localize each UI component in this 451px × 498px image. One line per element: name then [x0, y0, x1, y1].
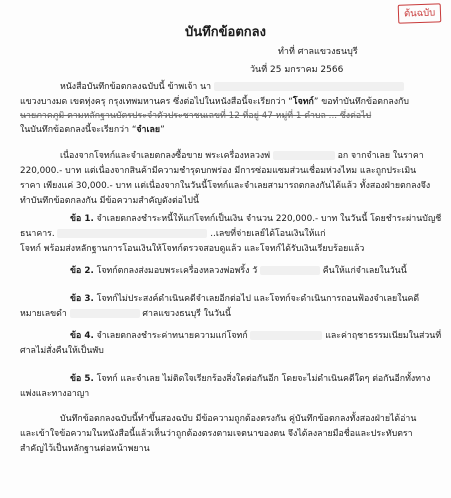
intro-line-4 — [20, 124, 165, 136]
date-line: วันที่ 25 มกราคม 2566 — [250, 65, 344, 75]
clause-text: หมายเลขดำ — [20, 309, 67, 319]
intro-line-1 — [60, 81, 404, 93]
clause-4-line-2: ศาลไม่สั่งคืนให้เป็นพับ — [20, 346, 104, 356]
intro-text: หนังสือบันทึกข้อตกลงฉบับนี้ ข้าพเจ้า นา — [60, 82, 212, 92]
clause-1-line-1 — [70, 213, 441, 225]
clause-text: ..เลขที่จ่ายเลย์ได้โอนเงินให้แก่ — [210, 229, 326, 239]
plaintiff-term: โจทก์ — [292, 97, 314, 107]
preamble-line-2: 220,000.- บาท แต่เนื่องจากสินค้ามีความชำรุดบกพร่อง มีการซ่อมแซมส่วนเชื่อมห่วงไหม และถูกประเมิน — [20, 166, 417, 176]
redacted-bank-account — [57, 229, 207, 238]
intro-text: ” — [160, 125, 165, 135]
clause-5-line-1 — [70, 373, 430, 385]
preamble-line-1 — [60, 150, 424, 162]
clause-1-line-2 — [20, 228, 325, 240]
preamble-text: อก จากจำเลย ในราคา — [337, 151, 424, 161]
intro-line-3: นายภาคภูมิ ตามหลักฐานบัตรประจำตัวประชาชนเลขที่ 12 ที่อยู่ 47 หมู่ที่ 1 ตำบล ... ซึ่งต่อไป — [20, 111, 372, 121]
redacted-name — [214, 82, 404, 91]
redacted-amount — [250, 331, 322, 340]
redacted-temple — [260, 266, 320, 275]
intro-text: แขวงบางมด เขตทุ่งครุ กรุงเทพมหานคร ซึ่งต่อไปในหนังสือนี้จะเรียกว่า “ — [20, 97, 293, 107]
clause-text: โจทก์ไม่ประสงค์ดำเนินคดีจำเลยอีกต่อไป และโจทก์จะดำเนินการถอนฟ้องจำเลยในคดี — [96, 294, 420, 304]
clause-3-line-1 — [70, 293, 419, 305]
clause-text: โจทก์ตกลงส่งมอบพระเครื่องหลวงพ่อพริ้ง วั — [96, 266, 258, 276]
clause-number: ข้อ 5. — [70, 374, 94, 384]
clause-5-line-2: แพ่งและทางอาญา — [20, 389, 90, 399]
clause-text: คืนให้แก่จำเลยในวันนี้ — [322, 266, 407, 276]
clause-number: ข้อ 2. — [70, 266, 94, 276]
clause-text: โจทก์ และจำเลย ไม่ติดใจเรียกร้องสิ่งใดต่อกันอีก โดยจะไม่ดำเนินคดีใดๆ ต่อกันอีกทั้งทาง — [96, 374, 431, 384]
closing-line-2: และเข้าใจข้อความในหนังสือนี้แล้วเห็นว่าถูกต้องตรงตามเจตนาของตน จึงได้ลงลายมือชื่อและประทับตรา — [20, 429, 413, 439]
original-stamp: ต้นฉบับ — [397, 3, 441, 23]
clause-4-line-1 — [70, 330, 441, 342]
preamble-text: เนื่องจากโจทก์และจำเลยตกลงซื้อขาย พระเครื่องหลวงพ่ — [60, 151, 271, 161]
clause-1-line-3: โจทก์ พร้อมส่งหลักฐานการโอนเงินให้โจทก์ตรวจสอบดูแล้ว และโจทก์ได้รับเงินเรียบร้อยแล้ว — [20, 244, 365, 254]
document-title: บันทึกข้อตกลง — [185, 25, 266, 40]
closing-line-1: บันทึกข้อตกลงฉบับนี้ทำขึ้นสองฉบับ มีข้อความถูกต้องตรงกัน คู่บันทึกข้อตกลงทั้งสองฝ่ายได้อ่าน — [60, 414, 417, 424]
redacted-temple — [273, 151, 335, 160]
clause-text: ศาลแขวงธนบุรี ในวันนี้ — [142, 309, 231, 319]
clause-2-line-1 — [70, 265, 407, 277]
preamble-line-4: ทำบันทึกข้อตกลงกัน มีข้อความสำคัญดังต่อไปนี้ — [20, 196, 199, 206]
closing-line-3: สำคัญไว้เป็นหลักฐานต่อหน้าพยาน — [20, 444, 150, 454]
intro-line-2 — [20, 96, 409, 108]
preamble-line-3: ราคา เพียงแค่ 30,000.- บาท แต่เนื่องจากในวันนี้โจทก์และจำเลยสามารถตกลงกันได้แล้ว ทั้งสองฝ่ายตกลงจึง — [20, 181, 431, 191]
clause-number: ข้อ 3. — [70, 294, 94, 304]
place-line: ทำที่ ศาลแขวงธนบุรี — [278, 47, 358, 57]
clause-text: จำเลยตกลงชำระค่าทนายความแก่โจทก์ — [96, 331, 248, 341]
clause-number: ข้อ 1. — [70, 214, 94, 224]
defendant-term: จำเลย — [136, 125, 161, 135]
clause-text: จำเลยตกลงชำระหนี้ให้แก่โจทก์เป็นเงิน จำนวน 220,000.- บาท ในวันนี้ โดยชำระผ่านบัญชี — [96, 214, 442, 224]
redacted-case-number — [70, 309, 140, 318]
clause-text: และค่าฤชาธรรมเนียมในส่วนที่ — [325, 331, 442, 341]
clause-number: ข้อ 4. — [70, 331, 94, 341]
clause-text: ธนาคาร. — [20, 229, 55, 239]
intro-text: ในบันทึกข้อตกลงนี้จะเรียกว่า “ — [20, 125, 137, 135]
intro-text: ” ขอทำบันทึกข้อตกลงกับ — [313, 97, 409, 107]
clause-3-line-2 — [20, 308, 231, 320]
